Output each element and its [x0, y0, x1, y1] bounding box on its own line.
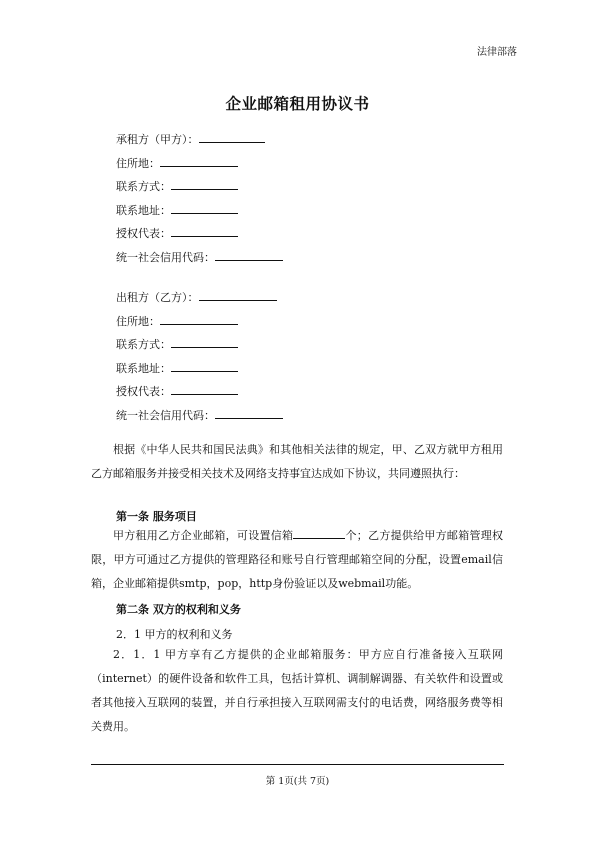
clause-2-1: 2．1 甲方的权利和义务: [116, 628, 233, 641]
blank-line: [171, 336, 238, 348]
clause-2-1-1: 2．1．1 甲方享有乙方提供的企业邮箱服务：甲方应自行准备接入互联网（internet）的硬件设备和软件工具，包括计算机、调制解调器、有关软件和设置或者其他接入互联网的装置，并自行承担接入互联网需支付的电话费，网络服务费等相关费用。: [91, 648, 503, 733]
blank-line: [171, 360, 238, 372]
lessee-row-representative: [116, 222, 283, 246]
lessor-row-representative: [116, 380, 283, 404]
lessor-row-party: [116, 286, 283, 310]
field-label: 承租方（甲方）：: [116, 133, 199, 146]
lessor-row-address: [116, 310, 283, 334]
blank-line: [215, 407, 283, 419]
article-1-title: 第一条 服务项目: [116, 510, 197, 523]
field-label: 授权代表：: [116, 227, 171, 241]
lessee-row-credit-code: [116, 246, 283, 270]
header-label: 法律部落: [477, 47, 517, 58]
lessee-row-contact: [116, 175, 283, 199]
blank-line: [199, 289, 277, 301]
lessor-row-contact: [116, 333, 283, 357]
blank-line: [171, 178, 238, 190]
blank-line: [215, 249, 283, 261]
footer-divider: [91, 764, 504, 765]
field-label: 联系方式：: [116, 180, 171, 194]
field-label: 统一社会信用代码：: [116, 408, 215, 422]
lessor-block: [116, 286, 283, 428]
field-label: 出租方（乙方）：: [116, 291, 199, 304]
blank-line: [293, 527, 345, 539]
field-label: 授权代表：: [116, 385, 171, 399]
field-label: 住所地：: [116, 314, 160, 328]
page-number: 第 1页(共 7页): [265, 776, 330, 787]
field-label: 住所地：: [116, 156, 160, 170]
intro-paragraph: 根据《中华人民共和国民法典》和其他相关法律的规定，甲、乙双方就甲方租用乙方邮箱服务并接受相关技术及网络支持事宜达成如下协议，共同遵照执行：: [91, 443, 503, 480]
blank-line: [199, 131, 265, 143]
article-1-text-b: 个；乙方提供给甲方邮箱管理权限，甲方可通过乙方提供的管理路径和账号自行管理邮箱空间的分配，设置email信箱，企业邮箱提供smtp，pop，http身份验证以及webmail功能。: [91, 529, 503, 590]
lessee-row-contact-address: [116, 199, 283, 223]
blank-line: [171, 225, 238, 237]
lessee-row-address: [116, 152, 283, 176]
article-1-paragraph: [91, 524, 503, 596]
article-1-text-a: 甲方租用乙方企业邮箱，可设置信箱: [113, 529, 294, 542]
lessee-row-party: [116, 128, 283, 152]
field-label: 联系地址：: [116, 361, 171, 375]
field-label: 联系方式：: [116, 338, 171, 352]
article-2-title: 第二条 双方的权利和义务: [116, 603, 241, 616]
blank-line: [160, 313, 238, 325]
field-label: 统一社会信用代码：: [116, 250, 215, 264]
blank-line: [171, 202, 238, 214]
field-label: 联系地址：: [116, 203, 171, 217]
lessor-row-credit-code: [116, 404, 283, 428]
blank-line: [171, 383, 238, 395]
lessee-block: [116, 128, 283, 270]
blank-line: [160, 155, 238, 167]
document-title: 企业邮箱租用协议书: [225, 94, 370, 113]
lessor-row-contact-address: [116, 357, 283, 381]
